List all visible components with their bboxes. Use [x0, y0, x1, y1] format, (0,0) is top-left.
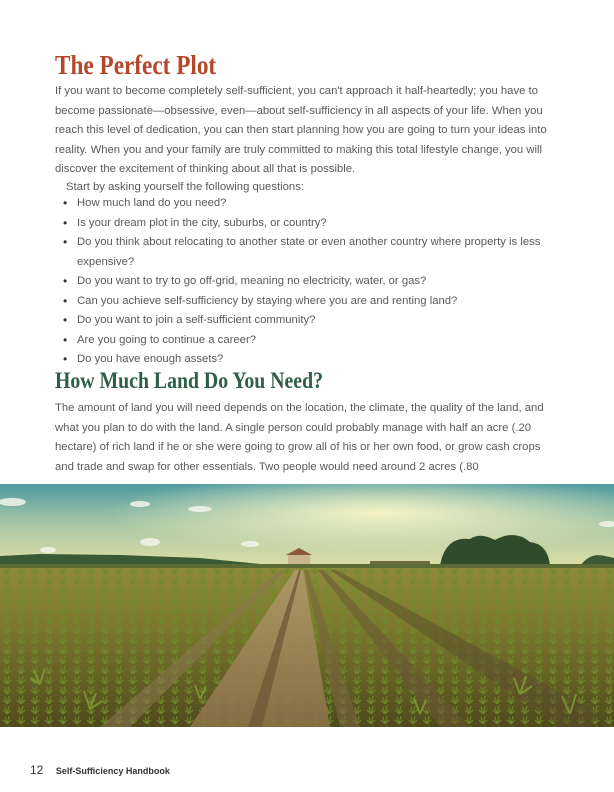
land-paragraph: The amount of land you will need depends on the location, the climate, the quality of the land, and what you plan to do with the land. A single person could probably manage with half an acre (.20 hectare) of rich land if he or she were going to grow all of his or her own food, or grow cash crops and trade and swap for other essentials. Two people would need around 2 acres (.80 — [55, 402, 544, 473]
list-item: • Do you have enough assets? — [62, 350, 562, 370]
list-item: • Do you want to join a self-sufficient community? — [62, 311, 562, 331]
section-heading-land-needed: How Much Land Do You Need? — [55, 368, 323, 393]
book-title: Self-Sufficiency Handbook — [55, 766, 170, 776]
section-heading-perfect-plot: The Perfect Plot — [55, 50, 217, 80]
list-item: • Do you want to try to go off-grid, meaning no electricity, water, or gas? — [62, 272, 562, 292]
list-item: • Can you achieve self-sufficiency by staying where you are and renting land? — [62, 292, 562, 312]
page-number: 12 — [30, 763, 44, 777]
list-item: • Is your dream plot in the city, suburbs, or country? — [62, 214, 562, 234]
page-footer — [30, 761, 170, 779]
farm-field-photo — [0, 484, 614, 727]
intro-paragraph: If you want to become completely self-sufficient, you can't approach it half-heartedly; you have to become passionate—obsessive, even—about self-sufficiency in all aspects of your life. When you reach this level of dedication, you can then start planning how you are going to turn your ideas into reality. When you and your family are truly committed to making this total lifestyle change, you will discover the excitement of thinking about all that is possible. — [55, 85, 547, 175]
list-item: • How much land do you need? — [62, 194, 562, 214]
questions-list — [62, 194, 562, 370]
list-item: • Do you think about relocating to another state or even another country where property is less expensive? — [62, 233, 562, 272]
list-item: • Are you going to continue a career? — [62, 331, 562, 351]
questions-intro: Start by asking yourself the following questions: — [66, 181, 304, 193]
